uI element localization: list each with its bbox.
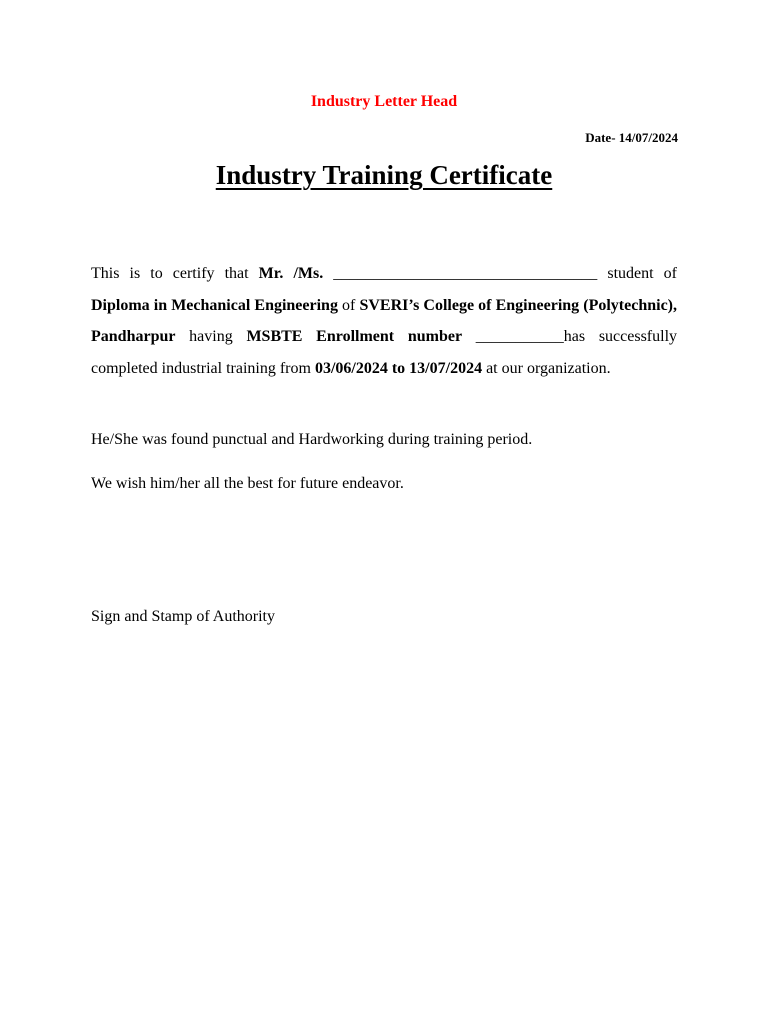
program-name: Diploma in Mechanical Engineering [91, 296, 338, 314]
certification-paragraph [91, 258, 677, 384]
training-period: 03/06/2024 to 13/07/2024 [314, 359, 483, 377]
enrollment-label: MSBTE Enrollment number [246, 328, 463, 345]
certificate-body [91, 258, 677, 384]
certificate-title: Industry Training Certificate [215, 160, 553, 190]
completed-text: has successfully completed industrial training from [91, 328, 678, 377]
date-label: Date- 14/07/2024 [585, 130, 678, 145]
wish-paragraph: We wish him/her all the best for future endeavor. [91, 475, 404, 492]
remark-paragraph: He/She was found punctual and Hardworking during training period. [91, 431, 533, 448]
signature-label: Sign and Stamp of Authority [91, 608, 275, 625]
salutation-text: Mr. /Ms. [258, 265, 324, 282]
having-text: having [175, 328, 247, 345]
letterhead-label: Industry Letter Head [310, 93, 458, 110]
college-name: SVERI’s College of Engineering (Polytechnic), Pandharpur [91, 296, 677, 345]
of-text: of [337, 296, 360, 314]
closing-text: at our organization. [482, 359, 611, 377]
name-blank: _________________________________ [323, 265, 598, 282]
student-of-text: student of [597, 265, 677, 282]
enrollment-blank: ___________ [462, 328, 564, 345]
intro-text: This is to certify that [91, 265, 259, 282]
